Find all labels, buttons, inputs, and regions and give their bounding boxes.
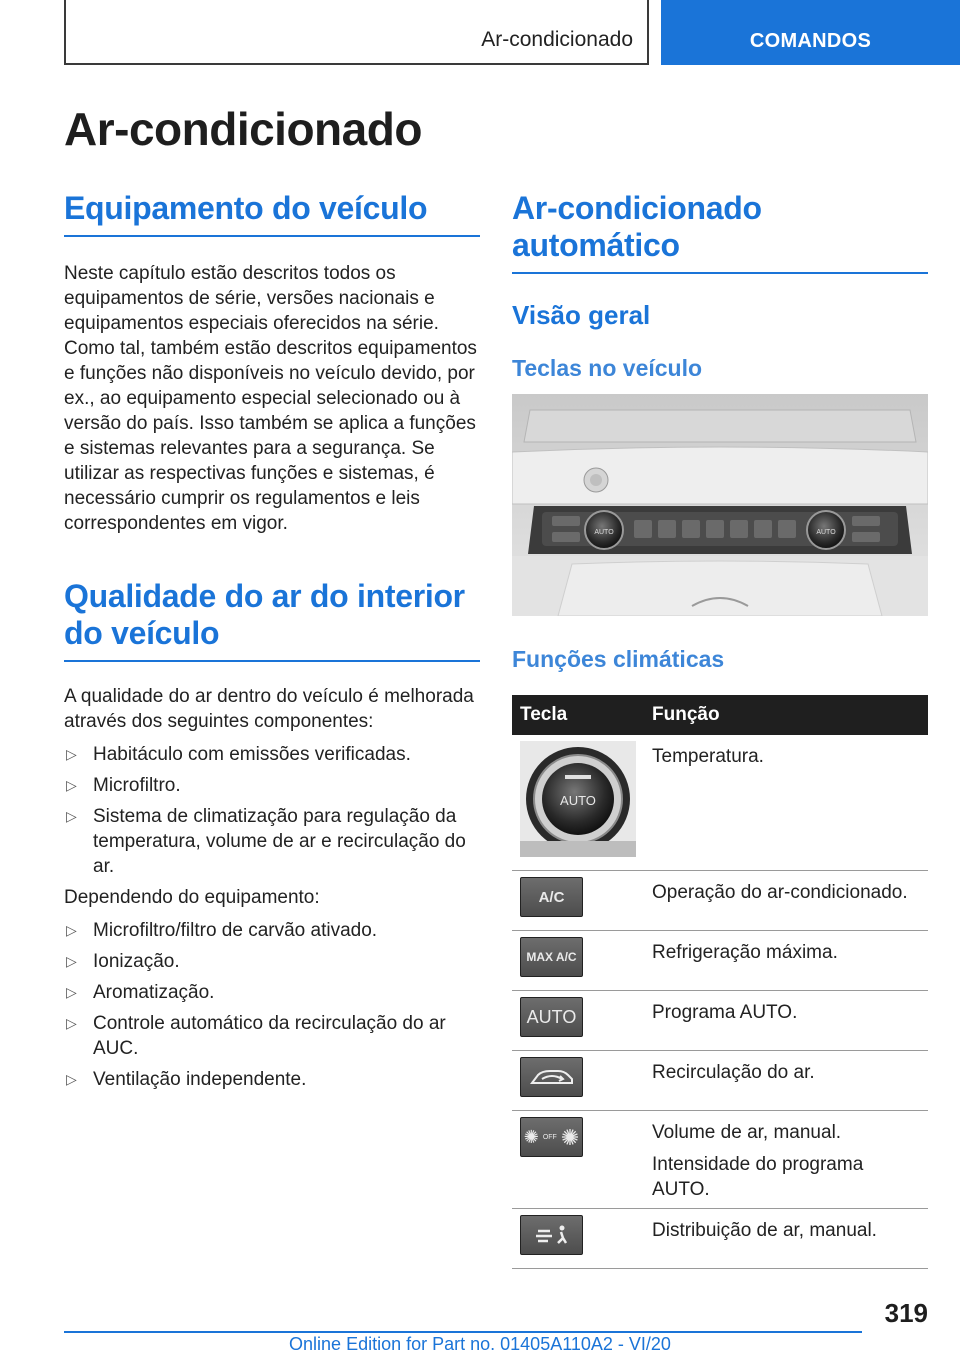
panel-left-auto-label: AUTO	[594, 529, 614, 536]
header-section-label: Ar-condicionado	[481, 28, 633, 51]
air-quality-list	[64, 742, 480, 879]
page-title: Ar-condicionado	[64, 103, 422, 155]
auto-button-icon: AUTO	[520, 997, 583, 1037]
list-item: ▷ Ventilação independente.	[66, 1069, 307, 1090]
table-row	[512, 931, 928, 991]
triangle-bullet-icon: ▷	[66, 953, 77, 969]
triangle-bullet-icon: ▷	[66, 984, 77, 1000]
list-item: ▷ Controle automático da recirculação do ar AUC.	[66, 1013, 446, 1059]
list-item: ▷ Microfiltro/filtro de carvão ativado.	[66, 920, 378, 941]
table-row	[512, 871, 928, 931]
list-item: ▷ Habitáculo com emissões verificadas.	[66, 744, 411, 765]
function-text: Intensidade do programa AUTO.	[652, 1154, 864, 1200]
triangle-bullet-icon: ▷	[66, 777, 77, 793]
recirculation-icon	[520, 1057, 583, 1097]
function-text: Temperatura.	[652, 746, 764, 767]
function-text: Refrigeração máxima.	[652, 942, 838, 963]
list-item: ▷ Sistema de climatização para regulação da temperatura, volume de ar e recirculação do ar.	[66, 806, 466, 877]
footer-divider	[64, 1331, 862, 1333]
footer-edition: Online Edition for Part no. 01405A110A2 - VI/20	[289, 1334, 671, 1354]
triangle-bullet-icon: ▷	[66, 1015, 77, 1031]
table-row	[512, 1051, 928, 1111]
ac-button-icon: A/C	[520, 877, 583, 917]
equipment-text: Neste capítulo estão descritos todos os equipamentos de série, versões nacionais e equipamentos especiais oferecidos na série. Como tal, também estão descritos equipamentos e funções não disponíveis no veículo devido, por ex., ao equipamento especial selecionado ou à versão do país. Isso também se aplica a funções e sistemas relevantes para a segurança. Se utilizar as respectivas funções e sistemas, é necessário cumprir os regulamentos e leis correspondentes em vigor.	[64, 263, 477, 534]
triangle-bullet-icon: ▷	[66, 808, 77, 824]
climate-functions-table	[512, 695, 928, 1269]
function-text: Operação do ar-condicionado.	[652, 882, 908, 903]
fan-speed-icon: ✺ OFF ✺	[520, 1117, 583, 1157]
list-item: ▷ Ionização.	[66, 951, 180, 972]
air-quality-heading: Qualidade do ar do interior do veículo	[64, 578, 480, 662]
function-text: Recirculação do ar.	[652, 1062, 815, 1083]
keys-heading: Teclas no veículo	[512, 355, 703, 381]
depends-label: Dependendo do equipamento:	[64, 887, 320, 908]
overview-heading: Visão geral	[512, 300, 651, 330]
equipment-heading: Equipamento do veículo	[64, 190, 480, 237]
air-distribution-icon	[520, 1215, 583, 1255]
column-header-key: Tecla	[512, 695, 644, 735]
table-row	[512, 735, 928, 871]
climate-panel-photo	[512, 394, 928, 616]
max-ac-button-icon: MAX A/C	[520, 937, 583, 977]
page-number: 319	[884, 1298, 928, 1328]
table-row	[512, 1209, 928, 1269]
panel-right-auto-label: AUTO	[816, 529, 836, 536]
auto-ac-heading: Ar-condicionado automático	[512, 190, 928, 274]
functions-heading: Funções climáticas	[512, 646, 725, 672]
list-item: ▷ Microfiltro.	[66, 775, 181, 796]
function-text: Distribuição de ar, manual.	[652, 1220, 877, 1241]
table-row	[512, 991, 928, 1051]
column-header-function: Função	[644, 695, 928, 735]
function-text: Volume de ar, manual.	[652, 1122, 842, 1143]
triangle-bullet-icon: ▷	[66, 1071, 77, 1087]
header-chapter-label: COMANDOS	[749, 30, 872, 52]
auto-knob-label: AUTO	[560, 793, 596, 808]
function-text: Programa AUTO.	[652, 1002, 798, 1023]
header-chapter-tab	[661, 0, 960, 65]
header-section-tab	[64, 0, 649, 65]
climate-panel-illustration	[512, 394, 928, 616]
auto-knob-icon	[520, 741, 636, 857]
equipment-dependent-list	[64, 918, 480, 1092]
fan-off-label: OFF	[542, 1133, 557, 1141]
left-column	[64, 190, 480, 1098]
right-column	[512, 190, 928, 1269]
table-row	[512, 1111, 928, 1209]
air-quality-intro: A qualidade do ar dentro do veículo é melhorada através dos seguintes componentes:	[64, 686, 474, 732]
triangle-bullet-icon: ▷	[66, 746, 77, 762]
triangle-bullet-icon: ▷	[66, 922, 77, 938]
list-item: ▷ Aromatização.	[66, 982, 215, 1003]
